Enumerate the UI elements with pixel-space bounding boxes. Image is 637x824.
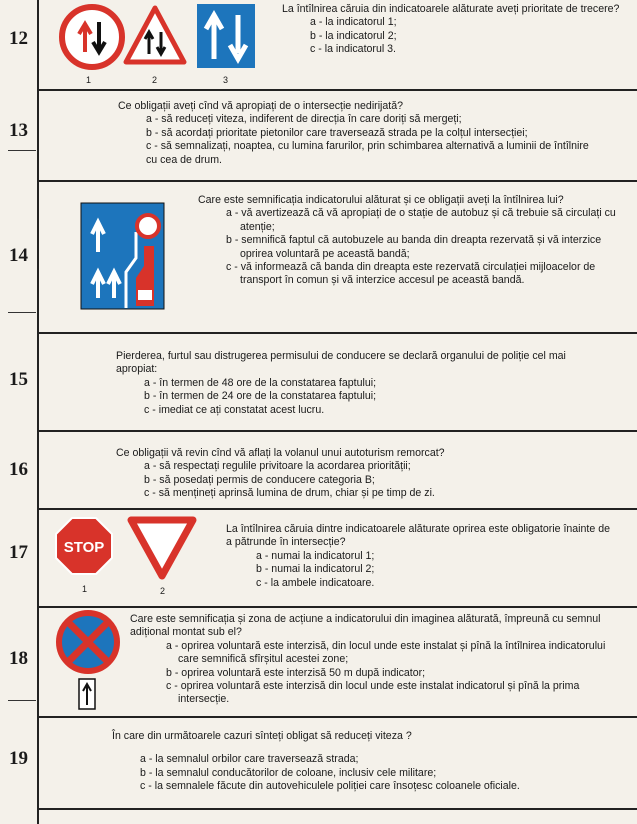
margin-line (37, 0, 39, 824)
divider (37, 606, 637, 608)
answer-option: b - să posedați permis de conducere categoria B; (144, 473, 375, 486)
stop-sign-icon (54, 516, 114, 576)
priority-oncoming-sign-icon (57, 4, 127, 70)
question-number: 12 (9, 28, 28, 49)
question-number: 17 (9, 542, 28, 563)
sign-label: 2 (152, 75, 158, 85)
sign-label: 1 (86, 75, 92, 85)
two-way-traffic-warning-icon (122, 4, 188, 66)
sign-label: 3 (223, 75, 229, 85)
yield-sign-icon (127, 516, 197, 580)
answer-option: a - la semnalul orbilor care traversează strada; (140, 753, 359, 766)
margin-tick (8, 150, 36, 151)
answer-option: c - la semnalele făcute din autovehiculele poliției care însoțesc coloanele oficiale. (140, 780, 520, 793)
answer-option: c - vă informează că banda din dreapta este rezervată circulației mijloacelor de transport în comun și vă interzice accesul pe această bandă. (226, 261, 596, 287)
question-block (116, 350, 606, 417)
answer-option: a - vă avertizează că vă apropiați de o stație de autobuz și că trebuie să circulați cu atenție; (226, 207, 616, 233)
divider (37, 430, 637, 432)
answer-option: b - oprirea voluntară este interzisă 50 m după indicator; (166, 666, 426, 679)
answer-option: c - imediat ce ați constatat acest lucru. (144, 403, 325, 416)
answer-option: c - să mențineți aprinsă lumina de drum, chiar și pe timp de zi. (144, 487, 435, 500)
answer-option: c - oprirea voluntară este interzisă din locul unde este instalat indicatorul și pînă la prima intersecție. (166, 680, 580, 706)
answer-option: a - în termen de 48 ore de la constatarea faptului; (144, 376, 377, 389)
answer-option: c - la indicatorul 3. (310, 43, 396, 56)
question-number: 13 (9, 120, 28, 141)
question-block (112, 730, 622, 794)
divider (37, 89, 637, 91)
divider (37, 716, 637, 718)
divider (37, 332, 637, 334)
sign-label: 2 (160, 586, 166, 596)
answer-option: b - în termen de 24 ore de la constatarea faptului; (144, 390, 377, 403)
question-block (116, 447, 616, 501)
stop-sign-text: STOP (63, 539, 105, 556)
no-stopping-sign-icon (56, 610, 120, 674)
question-number: 18 (9, 648, 28, 669)
answer-option: a - la indicatorul 1; (310, 16, 397, 29)
question-block (226, 523, 618, 590)
answer-option: c - la ambele indicatoare. (256, 576, 375, 589)
divider (37, 180, 637, 182)
question-number: 16 (9, 459, 28, 480)
bus-lane-sign-icon (80, 202, 165, 310)
answer-option: a - să respectați regulile privitoare la acordarea priorității; (144, 460, 411, 473)
answer-option: a - numai la indicatorul 1; (256, 549, 375, 562)
sign-label: 1 (82, 584, 88, 594)
question-block (118, 100, 618, 167)
margin-tick (8, 700, 36, 701)
answer-option: c - să semnalizați, noaptea, cu lumina farurilor, prin schimbarea alternativă a luminii de întîlnire cu cea de drum. (146, 140, 589, 166)
margin-tick (8, 312, 36, 313)
question-text: Care este semnificația și zona de acțiune a indicatorului din imaginea alăturată, împreună cu semnul adițional montat sub el? (130, 613, 601, 639)
question-text: Pierderea, furtul sau distrugerea permisului de conducere se declară organului de poliție cel mai apropiat: (116, 350, 566, 376)
divider (37, 508, 637, 510)
answer-option: b - să acordați prioritate pietonilor care traversează strada pe la colțul intersecției; (146, 126, 528, 139)
question-text: La întîlnirea căruia din indicatoarele alăturate aveți prioritate de trecere? (282, 3, 620, 15)
question-block (198, 194, 616, 288)
priority-over-oncoming-sign-icon (196, 3, 256, 69)
question-number: 19 (9, 748, 28, 769)
answer-option: b - semnifică faptul că autobuzele au banda din dreapta rezervată și vă interzice oprirea voluntară pe această bandă; (226, 234, 602, 260)
answer-option: b - la semnalul conducătorilor de coloane, inclusiv cele militare; (140, 766, 437, 779)
answer-option: b - la indicatorul 2; (310, 29, 397, 42)
question-text: Care este semnificația indicatorului alăturat și ce obligații aveți la întîlnirea lui? (198, 194, 564, 206)
question-block (130, 613, 626, 707)
answer-option: b - numai la indicatorul 2; (256, 563, 375, 576)
question-block (282, 3, 632, 57)
question-number: 14 (9, 245, 28, 266)
question-number: 15 (9, 369, 28, 390)
question-text: Ce obligații aveți cînd vă apropiați de o intersecție nedirijată? (118, 100, 404, 112)
question-text: În care din următoarele cazuri sînteți obligat să reduceți viteza ? (112, 730, 412, 742)
answer-option: a - oprirea voluntară este interzisă, din locul unde este instalat și pînă la întîlnirea indicatorului care semnifică sfîrșitul acestei zone; (166, 639, 606, 666)
additional-panel-arrow-icon (78, 678, 96, 710)
answer-option: a - să reduceți viteza, indiferent de direcția în care doriți să mergeți; (146, 113, 462, 126)
divider (37, 808, 637, 810)
question-text: Ce obligații vă revin cînd vă aflați la volanul unui autoturism remorcat? (116, 447, 445, 459)
question-text: La întîlnirea căruia dintre indicatoarele alăturate oprirea este obligatorie înainte de a pătrunde în intersecție? (226, 523, 610, 549)
